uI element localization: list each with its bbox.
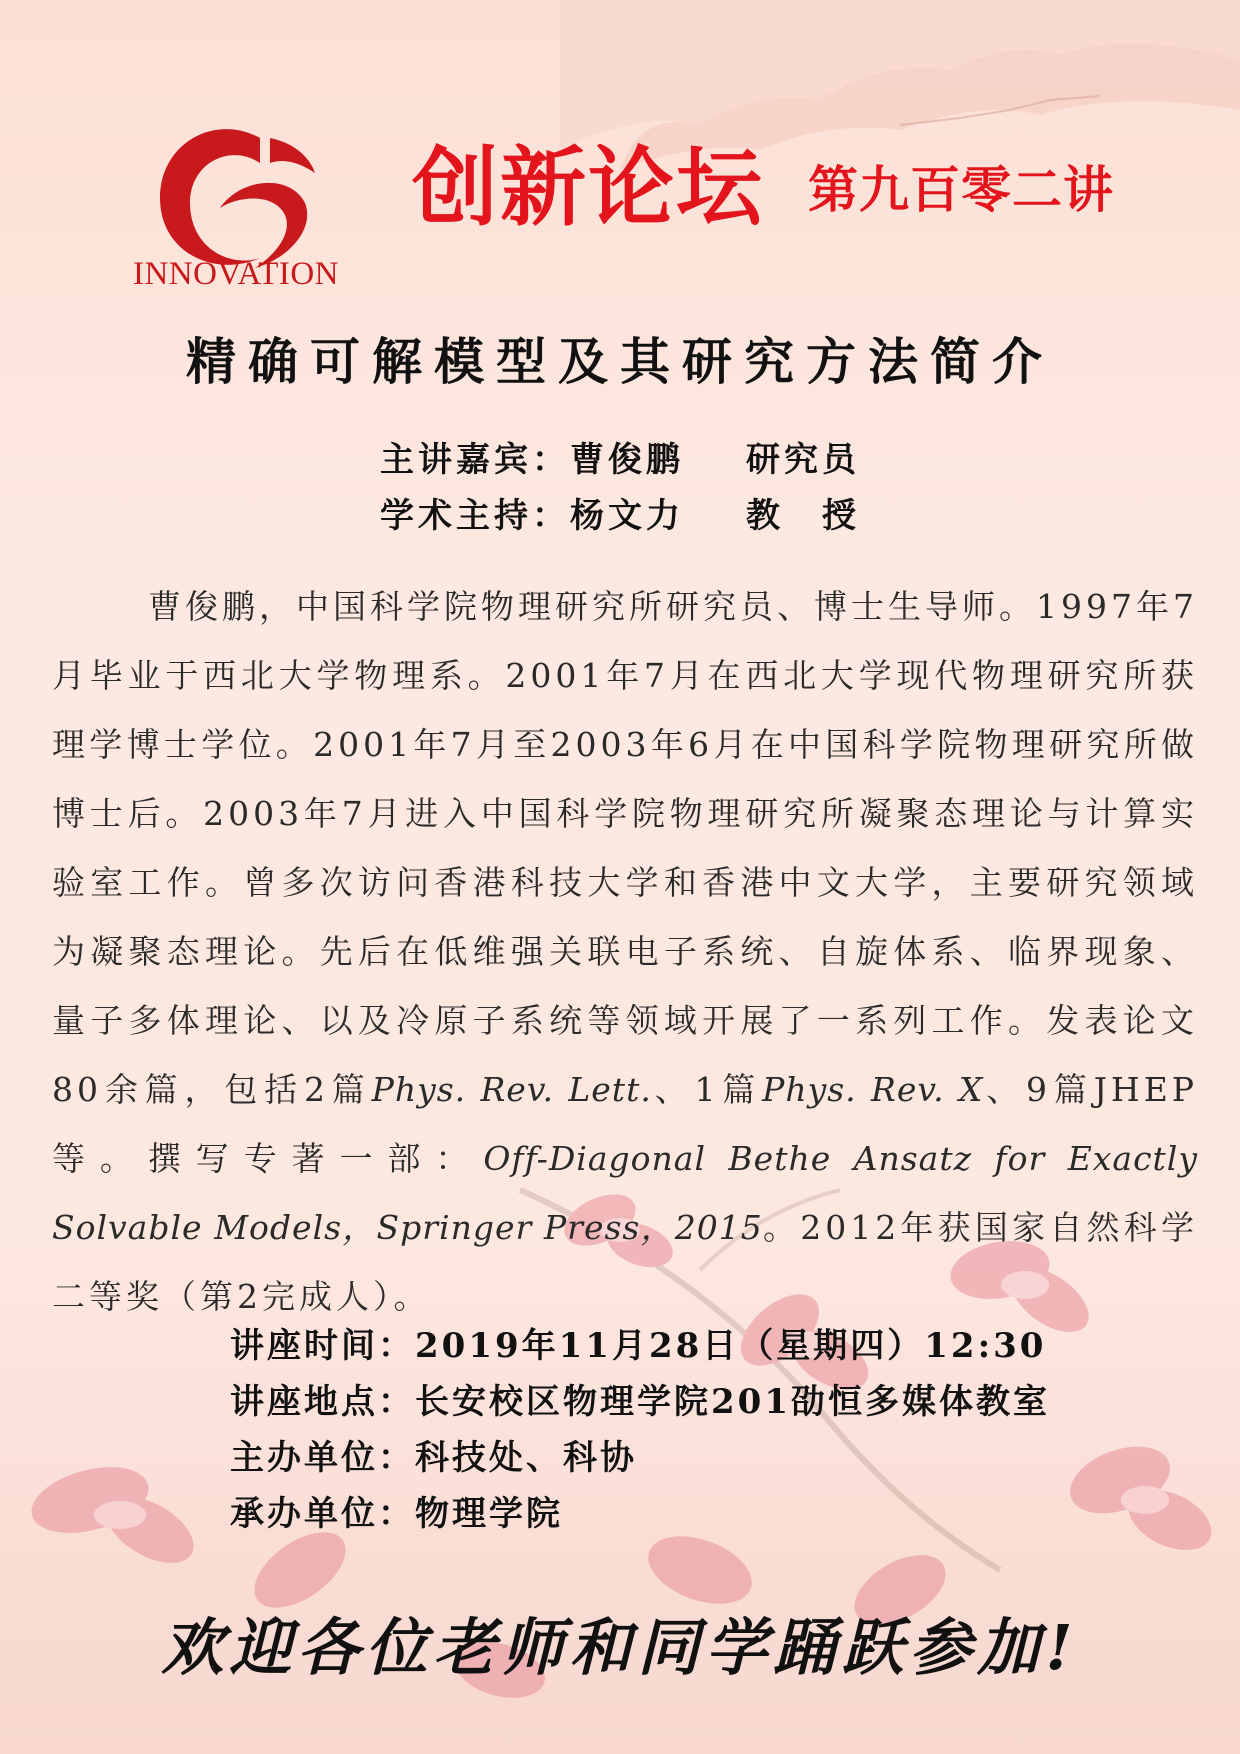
organizer-label: 主办单位： [230, 1438, 415, 1478]
speaker-line [380, 432, 860, 481]
speaker-role: 研究员 [746, 440, 860, 480]
host-role: 教 授 [746, 496, 860, 536]
speaker-name: 曹俊鹏 [570, 440, 684, 480]
bio-text-1: 曹俊鹏，中国科学院物理研究所研究员、博士生导师。1997年7月毕业于西北大学物理系。2001年7月在西北大学现代物理研究所获理学博士学位。2001年7月至2003年6月在中国科学院物理研究所做博士后。2003年7月进入中国科学院物理研究所凝聚态理论与计算实验室工作。曾多次访问香港科技大学和香港中文大学，主要研究领域为凝聚态理论。先后在低维强关联电子系统、自旋体系、临界现象、量子多体理论、以及冷原子系统等领域开展了一系列工作。发表论文80余篇，包括2篇 [52, 587, 1198, 1109]
talk-title: 精确可解模型及其研究方法简介 [186, 332, 1054, 391]
lecture-number: 第九百零二讲 [808, 161, 1114, 219]
undertaker-label: 承办单位： [230, 1494, 415, 1534]
lecture-place [230, 1374, 1050, 1423]
organizer-value: 科技处、科协 [415, 1438, 637, 1478]
bio-journal-prx: Phys. Rev. X [762, 1070, 984, 1109]
speaker-biography [52, 572, 1198, 1331]
bio-book-title: Off-Diagonal Bethe Ansatz for Exactly Solvable Models，Springer Press，2015 [52, 1139, 1199, 1247]
forum-title: 创新论坛 [412, 138, 764, 238]
undertaker [230, 1486, 563, 1535]
bio-journal-prl: Phys. Rev. Lett. [371, 1070, 652, 1109]
logo-text: INNOVATION [132, 256, 340, 292]
host-name: 杨文力 [570, 496, 684, 536]
lecture-time [230, 1318, 1046, 1367]
bio-text-2: 、1篇 [651, 1070, 763, 1109]
bio-text-3: 、9篇JHEP等。撰写专著一部： [52, 1070, 1198, 1178]
bio-text-4: 。2012年获国家自然科学二等奖（第2完成人）。 [52, 1208, 1198, 1316]
time-value: 2019年11月28日（星期四）12:30 [415, 1326, 1047, 1366]
place-value: 长安校区物理学院201劭恒多媒体教室 [415, 1382, 1050, 1422]
speaker-label: 主讲嘉宾： [380, 440, 570, 480]
organizer [230, 1430, 637, 1479]
undertaker-value: 物理学院 [415, 1494, 563, 1534]
host-line [380, 488, 860, 537]
time-label: 讲座时间： [230, 1326, 415, 1366]
welcome-message: 欢迎各位老师和同学踊跃参加! [161, 1611, 1079, 1684]
place-label: 讲座地点： [230, 1382, 415, 1422]
host-label: 学术主持： [380, 496, 570, 536]
